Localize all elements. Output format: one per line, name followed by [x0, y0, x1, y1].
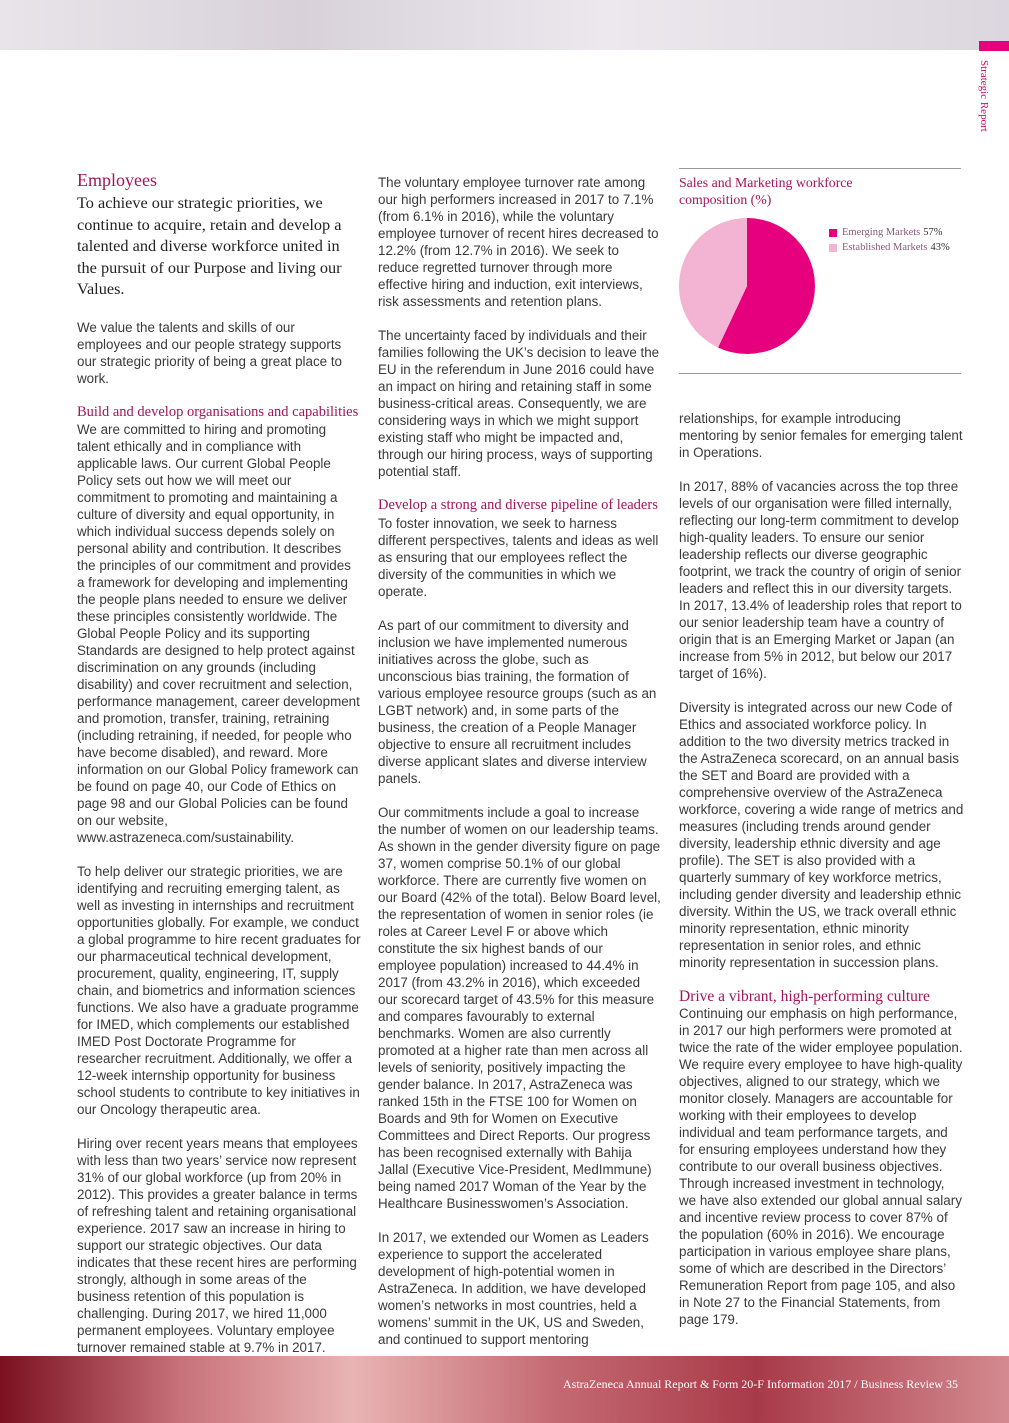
paragraph: To help deliver our strategic priorities, we are identifying and recruiting emerging talent, as well as investing in internships and recruitment opportunities globally. For example, we conduct a global programme to hire recent graduates for our pharmaceutical technical development, procurement, quality, engineering, IT, supply chain, and biometrics and information sciences functions. We also have a graduate programme for IMED, which complements our established IMED Post Doctorate Programme for researcher recruitment. Additionally, we offer a 12-week internship opportunity for business school students to contribute to key initiatives in our Oncology therapeutic area.: [77, 864, 361, 1117]
paragraph: relationships, for example introducing mentoring by senior females for emerging talent in Operations.: [679, 411, 963, 460]
legend-value: 43%: [930, 242, 950, 253]
subheading-pipeline-leaders: Develop a strong and diverse pipeline of leaders: [378, 497, 658, 513]
paragraph: In 2017, we extended our Women as Leaders experience to support the accelerated development of high-potential women in AstraZeneca. In addition, we have developed women’s networks in most countries, held a womens’ summit in the UK, US and Sweden, and continued to support mentoring: [378, 1229, 649, 1347]
paragraph: In 2017, 88% of vacancies across the top three levels of our organisation were filled internally, reflecting our long-term commitment to develop high-quality leaders. To ensure our senior leadership reflects our diverse geographic footprint, we track the country of origin of senior leaders and reflect this in our diversity targets. In 2017, 13.4% of leadership roles that report to our senior leadership team have a country of origin that is an Emerging Market or Japan (an increase from 5% in 2012, but below our 2017 target of 16%).: [679, 479, 962, 681]
legend-item-emerging: [829, 225, 950, 240]
chart-title: Sales and Marketing workforce composition (%): [679, 175, 853, 207]
section-side-label: Strategic Report: [978, 60, 990, 132]
column-1: [77, 170, 361, 1356]
legend-item-established: [829, 240, 950, 255]
paragraph: We are committed to hiring and promoting talent ethically and in compliance with applicable laws. Our current Global People Policy sets out how we will meet our commitment to promoting and maintaining a culture of diversity and equal opportunity, in which individual success depends solely on personal ability and contribution. It describes the principles of our commitment and provides a framework for developing and implementing the people plans needed to ensure we deliver these principles consistently worldwide. The Global People Policy and its supporting Standards are designed to help protect against discrimination on any grounds (including disability) and cover recruitment and selection, performance management, career development and promotion, transfer, training, retraining (including retraining, if needed, for people who have become disabled), and reward. More information on our Global Policy framework can be found on page 40, our Code of Ethics on page 98 and our Global Policies can be found on our website, www.astrazeneca.com/sustainability.: [77, 422, 360, 845]
legend-label: Established Markets: [842, 242, 928, 253]
pie-chart: [679, 217, 824, 357]
section-title: Employees: [77, 170, 157, 190]
column-2: [378, 174, 661, 1348]
paragraph: Our commitments include a goal to increase the number of women on our leadership teams. As shown in the gender diversity figure on page 37, women comprise 50.1% of our global workforce. There are currently five women on our Board (42% of the total). Below Board level, the representation of women in senior roles (ie roles at Career Level F or above which constitute the six highest bands of our employee population) increased to 44.4% in 2017 (from 43.2% in 2016), which exceeded our scorecard target of 43.5% for this measure and compares favourably to external benchmarks. Women are also currently promoted at a higher rate than men across all levels of seniority, positively impacting the gender balance. In 2017, AstraZeneca was ranked 15th in the FTSE 100 for Women on Boards and 9th for Women on Executive Committees and Direct Reports. Our progress has been recognised externally with Bahija Jallal (Executive Vice-President, MedImmune) being named 2017 Woman of the Year by the Healthcare Businesswomen’s Association.: [378, 804, 661, 1211]
paragraph: As part of our commitment to diversity and inclusion we have implemented numerous initiatives across the globe, such as unconscious bias training, the formation of various employee resource groups (such as an LGBT network) and, in some parts of the business, the creation of a People Manager objective to ensure all recruitment includes diverse applicant slates and diverse interview panels.: [378, 617, 657, 786]
section-lead: To achieve our strategic priorities, we continue to acquire, retain and develop a talented and diverse workforce united in the pursuit of our Purpose and living our Values.: [77, 193, 342, 298]
footer-text: AstraZeneca Annual Report & Form 20-F Information 2017 / Business Review: [563, 1377, 943, 1391]
legend-label: Emerging Markets: [842, 227, 921, 238]
paragraph: To foster innovation, we seek to harness different perspectives, talents and ideas as well as ensuring that our employees reflect the diversity of the communities in which we operate.: [378, 515, 659, 599]
paragraph: The voluntary employee turnover rate among our high performers increased in 2017 to 7.1% (from 6.1% in 2016), while the voluntary employee turnover of recent hires decreased to 12.2% (from 12.7% in 2016). We seek to reduce regretted turnover through more effective hiring and induction, exit interviews, risk assessments and retention plans.: [378, 175, 659, 309]
paragraph: The uncertainty faced by individuals and their families following the UK’s decision to leave the EU in the referendum in June 2016 could have an impact on hiring and retaining staff in some business-critical areas. Consequently, we are considering ways in which we might support existing staff who might be impacted and, through our hiring process, ways of supporting potential staff.: [378, 328, 660, 479]
legend-swatch: [829, 244, 837, 252]
workforce-composition-chart: [679, 168, 961, 374]
intro-paragraph: We value the talents and skills of our employees and our people strategy supports our strategic priority of being a great place to work.: [77, 319, 342, 386]
legend-value: 57%: [923, 227, 943, 238]
paragraph: Diversity is integrated across our new Code of Ethics and associated workforce policy. In addition to the two diversity metrics tracked in the AstraZeneca scorecard, on an annual basis the SET and Board are provided with a comprehensive overview of the AstraZeneca workforce, covering a wide range of metrics and measures (including trends around gender diversity, leadership ethnic diversity and age profile). The SET is also provided with a quarterly summary of key workforce metrics, including gender diversity and leadership ethnic diversity. Within the US, we track overall ethnic minority representation, ethnic minority representation in senior roles, and ethnic minority representation in succession plans.: [679, 700, 964, 970]
page-number: 35: [946, 1377, 958, 1391]
chart-legend: [829, 225, 950, 255]
top-banner-image: [0, 0, 1009, 50]
legend-swatch: [829, 229, 837, 237]
subheading-build-develop: Build and develop organisations and capabilities: [77, 403, 359, 420]
section-tab-marker: [979, 41, 1009, 51]
paragraph: Hiring over recent years means that employees with less than two years’ service now represent 31% of our global workforce (up from 20% in 2012). This provides a greater balance in terms of refreshing talent and retaining organisational experience. 2017 saw an increase in hiring to support our strategic objectives. Our data indicates that these recent hires are performing strongly, although in some areas of the business retention of this population is challenging. During 2017, we hired 11,000 permanent employees. Voluntary employee turnover remained stable at 9.7% in 2017.: [77, 1136, 358, 1355]
column-3: [679, 410, 964, 1328]
paragraph: Continuing our emphasis on high performance, in 2017 our high performers were promoted at twice the rate of the wider employee population. We require every employee to have high-quality objectives, aligned to our strategy, which we monitor closely. Managers are accountable for working with their employees to develop individual and team performance targets, and for ensuring employees understand how they contribute to our overall business objectives. Through increased investment in technology, we have also extended our global annual salary and incentive review process to cover 87% of the population (60% in 2016). We encourage participation in various employee share plans, some of which are described in the Directors’ Remuneration Report from page 105, and also in Note 27 to the Financial Statements, from page 179.: [679, 1006, 963, 1327]
subheading-culture: Drive a vibrant, high-performing culture: [679, 988, 930, 1005]
